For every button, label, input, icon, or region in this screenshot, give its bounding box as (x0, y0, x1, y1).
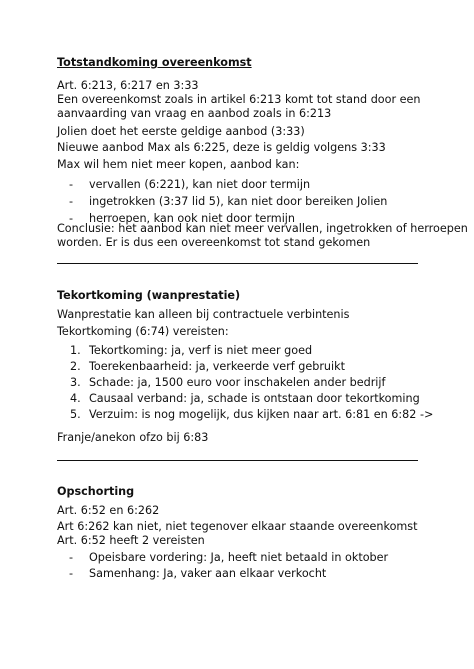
section2-paragraph: Tekortkoming (6:74) vereisten: (57, 325, 229, 338)
list-item: - vervallen (6:221), kan niet door termijn (69, 178, 311, 191)
section1-conclusion-line: Conclusie: het aanbod kan niet meer vervallen, ingetrokken of herroepen (57, 222, 468, 235)
section2-numbered-list (57, 344, 434, 422)
section1-paragraph: Nieuwe aanbod Max als 6:225, deze is geldig volgens 3:33 (57, 141, 386, 154)
section-title-totstandkoming: Totstandkoming overeenkomst (57, 56, 252, 69)
bullet-marker: - (69, 567, 74, 580)
list-item: 5. Verzuim: is nog mogelijk, dus kijken naar art. 6:81 en 6:82 -> (70, 408, 434, 421)
list-item: 3. Schade: ja, 1500 euro voor inschakelen ander bedrijf (70, 376, 386, 389)
section1-paragraph: Jolien doet het eerste geldige aanbod (3:33) (57, 125, 305, 138)
section1-articles: Art. 6:213, 6:217 en 3:33 (57, 79, 199, 92)
section-title-tekortkoming: Tekortkoming (wanprestatie) (57, 289, 241, 302)
section1-conclusion-line: worden. Er is dus een overeenkomst tot stand gekomen (57, 236, 371, 249)
section1-paragraph: Max wil hem niet meer kopen, aanbod kan: (57, 158, 300, 171)
section-title-opschorting: Opschorting (57, 485, 135, 498)
list-item: - Samenhang: Ja, vaker aan elkaar verkocht (69, 567, 327, 580)
section2-paragraph: Wanprestatie kan alleen bij contractuele verbintenis (57, 308, 350, 321)
list-item: 4. Causaal verband: ja, schade is ontstaan door tekortkoming (70, 392, 420, 405)
bullet-marker: - (69, 212, 74, 225)
section3-articles: Art. 6:52 en 6:262 (57, 504, 160, 517)
divider (57, 460, 418, 461)
section2-note: Franje/anekon ofzo bij 6:83 (57, 431, 209, 444)
list-item: - herroepen, kan ook niet door termijn (69, 212, 296, 225)
bullet-marker: - (69, 551, 74, 564)
bullet-marker: - (69, 178, 74, 191)
list-item: 1. Tekortkoming: ja, verf is niet meer goed (70, 344, 313, 357)
section3-paragraph-line: Art. 6:52 heeft 2 vereisten (57, 534, 205, 547)
list-item: - Opeisbare vordering: Ja, heeft niet betaald in oktober (69, 551, 389, 564)
list-item: 2. Toerekenbaarheid: ja, verkeerde verf gebruikt (70, 360, 345, 373)
list-item: - ingetrokken (3:37 lid 5), kan niet door bereiken Jolien (69, 195, 388, 208)
section1-bullet-list (57, 178, 427, 226)
section1-paragraph-line: aanvaarding van vraag en aanbod zoals in 6:213 (57, 107, 332, 120)
section3-paragraph-line: Art 6:262 kan niet, niet tegenover elkaar staande overeenkomst (57, 520, 418, 533)
section1-paragraph-line: Een overeenkomst zoals in artikel 6:213 komt tot stand door een (57, 93, 421, 106)
divider (57, 263, 418, 264)
bullet-marker: - (69, 195, 74, 208)
section3-bullet-list (57, 551, 427, 581)
